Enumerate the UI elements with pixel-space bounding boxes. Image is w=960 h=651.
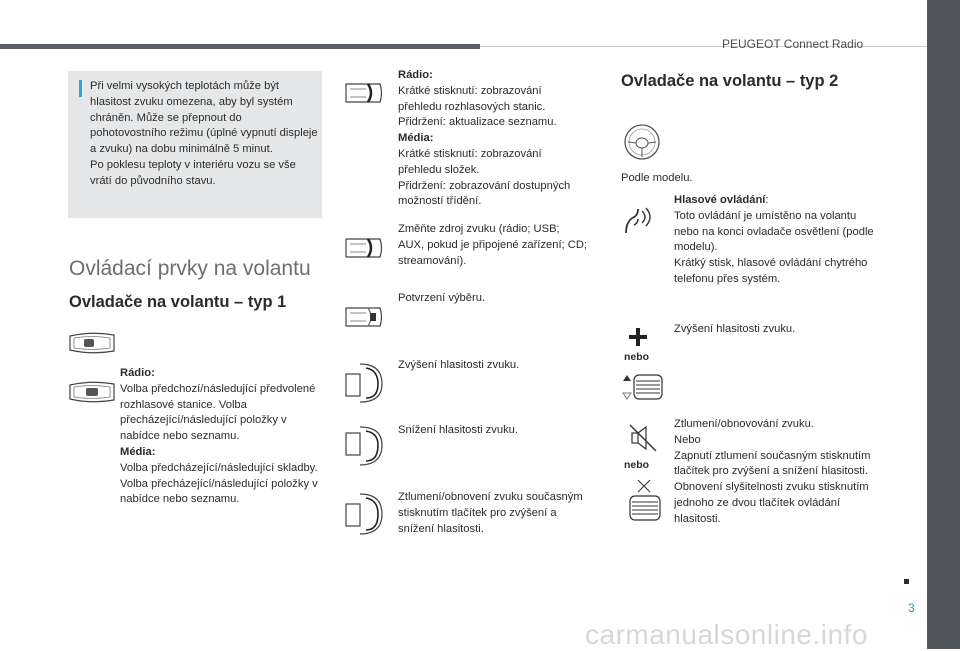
volume-down-wheel-icon bbox=[344, 425, 384, 469]
header-title: PEUGEOT Connect Radio bbox=[722, 37, 864, 51]
stalk-confirm-icon bbox=[344, 304, 384, 330]
column2-source-text: Změňte zdroj zvuku (rádio; USB; AUX, pokud je připojené zařízení; CD; streamování). bbox=[398, 223, 588, 267]
mute-icon bbox=[628, 423, 658, 453]
watermark: carmanualsonline.info bbox=[585, 619, 868, 650]
page-number: 3 bbox=[908, 601, 915, 615]
column2-radio-label: Rádio: bbox=[398, 69, 433, 81]
type2-heading: Ovladače na volantu – typ 2 bbox=[621, 72, 839, 90]
volume-up-wheel-icon bbox=[344, 360, 384, 404]
column2-media-text-1: Krátké stisknutí: zobrazování přehledu složek. bbox=[398, 147, 542, 176]
info-note bbox=[68, 71, 322, 218]
column2-confirm-text: Potvrzení výběru. bbox=[398, 292, 486, 304]
info-note-paragraph-1: Při velmi vysokých teplotách může být hlasitost zvuku omezena, aby byl systém chráněn. Může se přepnout do pohotovostního režimu (úplné vypnutí displeje a zvuku) na dobu minimálně 5 minut. bbox=[90, 80, 318, 156]
voice-command-icon bbox=[622, 203, 656, 237]
type2-voice-colon: : bbox=[765, 194, 769, 206]
plus-icon bbox=[628, 327, 648, 347]
column2-radio-text-1: Krátké stisknutí: zobrazování přehledu rozhlasových stanic. bbox=[398, 84, 546, 113]
page-sidebar bbox=[927, 0, 960, 649]
info-note-paragraph-2: Po poklesu teploty v interiéru vozu se vše vrátí do původního stavu. bbox=[90, 158, 296, 187]
mute-wheel-small-icon bbox=[628, 478, 664, 524]
mute-wheel-icon bbox=[344, 492, 384, 536]
type2-volume-up-text: Zvýšení hlasitosti zvuku. bbox=[674, 323, 796, 335]
or-label-1: nebo bbox=[624, 351, 650, 363]
type2-model-text: Podle modelu. bbox=[621, 172, 693, 184]
header-bar bbox=[0, 44, 480, 49]
type2-mute-text-3: Zapnutí ztlumení současným stisknutím tlačítek pro zvýšení a snížení hlasitosti. bbox=[674, 449, 871, 478]
stalk-bottom-icon bbox=[68, 379, 116, 405]
column2-item1 bbox=[398, 68, 588, 210]
type2-voice-text-1: Toto ovládání je umístěno na volantu nebo na konci ovladače osvětlení (podle modelu). bbox=[674, 209, 874, 254]
type2-voice-text bbox=[674, 193, 874, 288]
type2-voice-label: Hlasové ovládání bbox=[674, 194, 766, 206]
column2-mute-text: Ztlumení/obnovení zvuku současným stisknutím tlačítek pro zvýšení a snížení hlasitosti. bbox=[398, 491, 583, 535]
column2-volume-down-text: Snížení hlasitosti zvuku. bbox=[398, 424, 519, 436]
info-icon bbox=[79, 80, 82, 97]
type1-description bbox=[120, 366, 320, 508]
type1-radio-text: Volba předchozí/následující předvolené rozhlasové stanice. Volba přecházející/následující položky v nabídce nebo seznamu. bbox=[120, 382, 316, 443]
section-title: Ovládací prvky na volantu bbox=[69, 257, 311, 280]
stalk-source-icon bbox=[344, 235, 384, 261]
column2-volume-up-text: Zvýšení hlasitosti zvuku. bbox=[398, 359, 520, 371]
steering-wheel-icon bbox=[622, 122, 662, 162]
type2-voice-text-2: Krátký stisk, hlasové ovládání chytrého telefonu přes systém. bbox=[674, 257, 868, 285]
column2-media-label: Média: bbox=[398, 132, 434, 145]
stalk-top-icon bbox=[68, 330, 116, 356]
column2-media-text-2: Přidržení: zobrazování dostupných možností třídění. bbox=[398, 179, 571, 208]
column2-radio-text-2: Přidržení: aktualizace seznamu. bbox=[398, 116, 557, 129]
type2-mute-text-4: Obnovení slyšitelnosti zvuku stisknutím jednoho ze dvou tlačítek ovládání hlasitosti. bbox=[674, 481, 869, 525]
or-label-2: nebo bbox=[624, 459, 650, 471]
type2-mute-text-1: Ztlumení/obnovování zvuku. bbox=[674, 418, 814, 430]
stalk-end-button-icon bbox=[344, 80, 384, 106]
page-marker bbox=[904, 579, 909, 584]
type1-media-text: Volba předcházející/následující skladby. Volba přecházející/následující položky v nabídce nebo seznamu. bbox=[120, 461, 318, 506]
info-note-text bbox=[90, 79, 318, 190]
volume-wheel-icon bbox=[620, 373, 664, 401]
type1-media-label: Média: bbox=[120, 445, 156, 458]
type1-heading: Ovladače na volantu – typ 1 bbox=[69, 293, 287, 311]
type1-radio-label: Rádio: bbox=[120, 367, 155, 379]
type2-mute-text-2: Nebo bbox=[674, 433, 701, 446]
type2-mute-text bbox=[674, 417, 874, 528]
